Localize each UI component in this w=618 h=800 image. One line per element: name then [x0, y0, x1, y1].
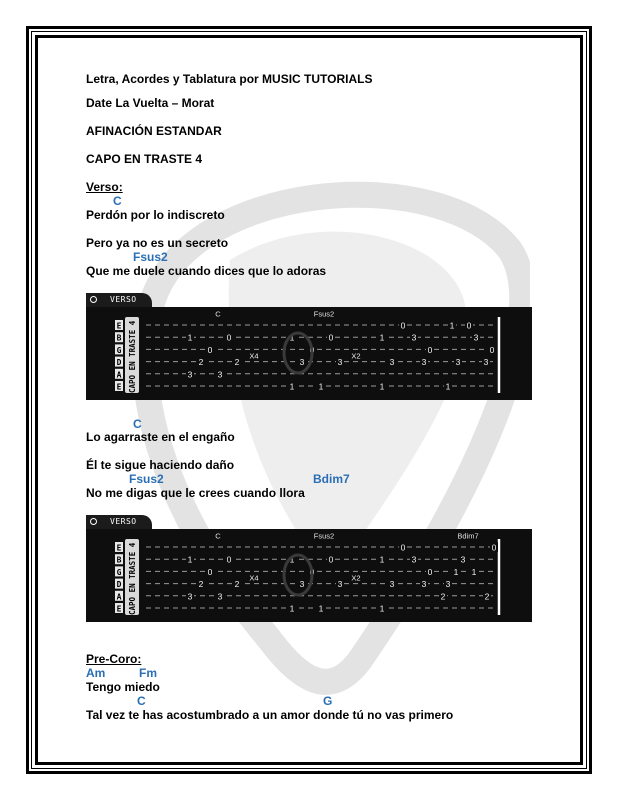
chord-label: C — [113, 194, 122, 208]
string-name: E — [116, 604, 122, 614]
tab-note: 1 — [379, 332, 385, 343]
string-name: E — [116, 543, 122, 553]
chord-label: Fsus2 — [133, 250, 168, 264]
tab-note: 1 — [453, 566, 459, 577]
tab-note: 3 — [421, 579, 427, 590]
tab-note: 1 — [471, 566, 477, 577]
string-name: B — [116, 333, 122, 343]
repeat-marker: X4 — [249, 351, 259, 361]
lyric-line: No me digas que le crees cuando llora — [86, 486, 305, 500]
tab-tag-label: VERSO — [110, 517, 137, 526]
tab-note: 1 — [289, 603, 295, 614]
refresh-icon — [90, 518, 97, 525]
tab-note: 0 — [207, 566, 213, 577]
tab-note: 1 — [187, 554, 193, 565]
tablature-svg — [86, 529, 532, 622]
tablature-block — [86, 529, 532, 622]
lyric-line: Lo agarraste en el engaño — [86, 430, 235, 444]
tab-note: 2 — [484, 591, 490, 602]
tab-note: 3 — [217, 591, 223, 602]
capo-vertical-label: CAPO EN TRASTE 4 — [128, 542, 137, 615]
tab-note: 3 — [389, 357, 395, 368]
string-name: G — [116, 345, 122, 355]
tab-note: 3 — [460, 554, 466, 565]
chord-label: Bdim7 — [313, 472, 350, 486]
tab-note: 1 — [187, 332, 193, 343]
tab-note: 0 — [427, 566, 433, 577]
tab-note: 0 — [309, 344, 315, 355]
tablature-block — [86, 307, 532, 400]
tab-note: 3 — [337, 357, 343, 368]
chord-label: Am — [86, 666, 106, 680]
tab-note: 0 — [427, 344, 433, 355]
tab-note: 3 — [445, 579, 451, 590]
chord-label: G — [323, 694, 333, 708]
lyric-line: Tal vez te has acostumbrado a un amor donde tú no vas primero — [86, 708, 454, 722]
section-label-precoro: Pre-Coro: — [86, 652, 142, 666]
capo-label: CAPO EN TRASTE 4 — [86, 152, 203, 166]
tab-tag-label: VERSO — [110, 295, 137, 304]
tab-note: 0 — [328, 332, 334, 343]
tab-note: 0 — [207, 344, 213, 355]
tab-note: 3 — [411, 332, 417, 343]
string-name: D — [116, 358, 122, 368]
tab-note: 2 — [234, 579, 240, 590]
lyric-line: Que me duele cuando dices que lo adoras — [86, 264, 327, 278]
tab-note: 0 — [328, 554, 334, 565]
lyric-line: Él te sigue haciendo daño — [86, 458, 235, 472]
repeat-marker: X2 — [351, 573, 361, 583]
tab-note: 0 — [400, 542, 406, 553]
tab-note: 0 — [466, 320, 472, 331]
tab-chord-label: Bdim7 — [457, 531, 479, 541]
tab-note: 3 — [389, 579, 395, 590]
tab-chord-label: Fsus2 — [313, 309, 335, 319]
tab-note: 3 — [455, 357, 461, 368]
tab-note: 1 — [379, 603, 385, 614]
tab-note: 3 — [483, 357, 489, 368]
tab-note: 2 — [198, 357, 204, 368]
tab-note: 3 — [411, 554, 417, 565]
tab-note: 1 — [289, 332, 295, 343]
tab-note: 3 — [473, 332, 479, 343]
tab-note: 0 — [309, 566, 315, 577]
lyric-line: Tengo miedo — [86, 680, 160, 694]
tab-note: 3 — [337, 579, 343, 590]
tab-note: 2 — [440, 591, 446, 602]
tab-note: 2 — [234, 357, 240, 368]
tab-note: 1 — [318, 381, 324, 392]
tab-note: 2 — [198, 579, 204, 590]
tab-note: 3 — [187, 591, 193, 602]
tab-note: 1 — [289, 381, 295, 392]
chord-label: Fsus2 — [129, 472, 164, 486]
tab-note: 3 — [187, 369, 193, 380]
chord-label: Fm — [139, 666, 157, 680]
tab-note: 1 — [289, 554, 295, 565]
tab-note: 1 — [445, 381, 451, 392]
tab-note: 3 — [299, 357, 305, 368]
tablature-svg — [86, 307, 532, 400]
lyric-line: Pero ya no es un secreto — [86, 236, 229, 250]
tab-note: 1 — [379, 554, 385, 565]
song-title: Date La Vuelta – Morat — [86, 96, 215, 110]
string-name: A — [116, 592, 122, 602]
credit-line: Letra, Acordes y Tablatura por MUSIC TUTORIALS — [86, 72, 373, 86]
lyric-line: Perdón por lo indiscreto — [86, 208, 225, 222]
tab-note: 0 — [400, 320, 406, 331]
tab-note: 3 — [299, 579, 305, 590]
tab-note: 0 — [226, 554, 232, 565]
tab-chord-label: Fsus2 — [313, 531, 335, 541]
string-name: E — [116, 321, 122, 331]
tab-note: 1 — [379, 381, 385, 392]
string-name: E — [116, 382, 122, 392]
string-name: A — [116, 370, 122, 380]
refresh-icon — [90, 296, 97, 303]
repeat-marker: X2 — [351, 351, 361, 361]
string-name: D — [116, 580, 122, 590]
repeat-marker: X4 — [249, 573, 259, 583]
tab-section-tag — [86, 293, 152, 307]
capo-vertical-label: CAPO EN TRASTE 4 — [128, 320, 137, 393]
tab-note: 0 — [491, 542, 497, 553]
tab-chord-label: C — [215, 531, 221, 541]
chord-label: C — [137, 694, 146, 708]
watermark-pick-overlay — [284, 555, 312, 595]
chord-label: C — [133, 417, 142, 431]
watermark-pick-overlay — [284, 333, 312, 373]
tab-note: 3 — [217, 369, 223, 380]
string-name: G — [116, 567, 122, 577]
tab-note: 0 — [226, 332, 232, 343]
tab-note: 1 — [318, 603, 324, 614]
tab-note: 1 — [449, 320, 455, 331]
tab-note: 0 — [489, 344, 495, 355]
tab-note: 3 — [421, 357, 427, 368]
string-name: B — [116, 555, 122, 565]
tab-section-tag — [86, 515, 152, 529]
section-label-verso: Verso: — [86, 180, 123, 194]
tuning-label: AFINACIÓN ESTANDAR — [86, 124, 222, 138]
tab-chord-label: C — [215, 309, 221, 319]
